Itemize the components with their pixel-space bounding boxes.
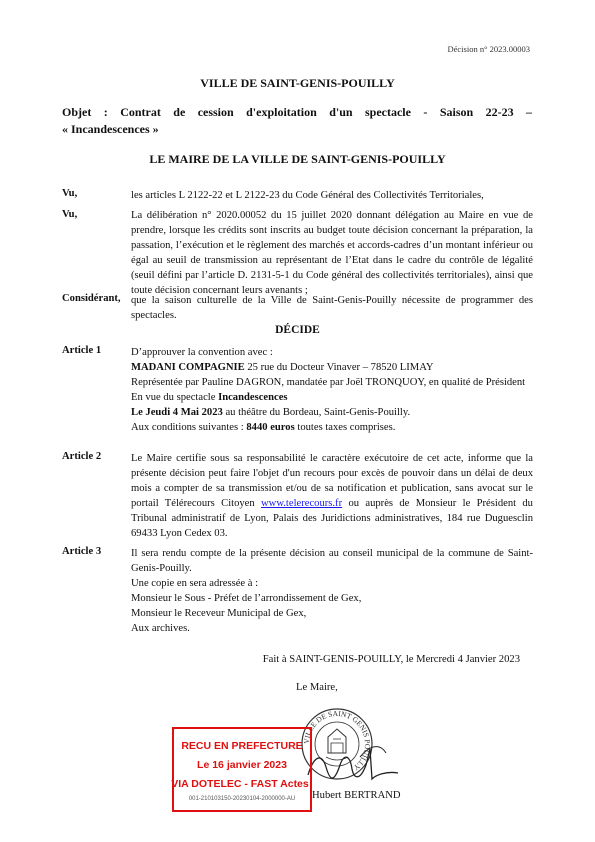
recipient-item: Monsieur le Receveur Municipal de Gex, — [131, 608, 307, 619]
city-title: VILLE DE SAINT-GENIS-POUILLY — [200, 76, 395, 90]
article2-text-after: ou auprès de Monsieur le Président du Tribunal administratif de Lyon, Palais des Juridictions administratives, 184 rue Duguesclin 69433 Lyon Cedex 03. — [131, 498, 533, 539]
seal-text: VILLE DE SAINT GENIS POUILLY — [301, 708, 373, 773]
objet-label: Objet : — [62, 105, 108, 119]
decision-reference: Décision n° 2023.00003 — [447, 44, 530, 54]
vu2-label: Vu, — [62, 209, 78, 220]
considerant-text: que la saison culturelle de la Ville de Saint-Genis-Pouilly nécessite de programmer des spectacles. — [131, 295, 533, 321]
stamp-line-via: VIA DOTELEC - FAST Actes — [171, 778, 309, 790]
article1-company — [131, 360, 533, 375]
article1-body — [131, 345, 533, 435]
article1-representative: Représentée par Pauline DAGRON, mandatée par Joël TRONQUOY, en qualité de Président — [131, 377, 526, 388]
show-name: Incandescences — [218, 392, 288, 403]
article2-text — [131, 451, 533, 541]
article3-label: Article 3 — [62, 546, 102, 557]
company-name: MADANI COMPAGNIE — [131, 362, 245, 373]
article3-copy: Une copie en sera adressée à : — [131, 578, 259, 589]
decide-heading: DÉCIDE — [275, 324, 320, 336]
article1-conditions — [131, 420, 533, 435]
recipient-item: Aux archives. — [131, 623, 190, 634]
conditions-amount: 8440 euros — [246, 422, 295, 433]
telerecours-link[interactable]: www.telerecours.fr — [261, 498, 343, 509]
conditions-suffix: toutes taxes comprises. — [294, 422, 396, 433]
article1-label: Article 1 — [62, 345, 102, 356]
conditions-prefix: Aux conditions suivantes : — [131, 422, 247, 433]
article2-label: Article 2 — [62, 451, 102, 462]
mayor-name: Hubert BERTRAND — [312, 790, 401, 801]
vu1-text: les articles L 2122-22 et L 2122-23 du Code Général des Collectivités Territoriales, — [131, 190, 484, 201]
considerant-label: Considérant, — [62, 293, 121, 304]
show-venue: au théâtre du Bordeau, Saint-Genis-Pouilly. — [222, 407, 411, 418]
recipient-item: Monsieur le Sous - Préfet de l’arrondissement de Gex, — [131, 593, 362, 604]
article1-show — [131, 390, 533, 405]
prefecture-stamp — [172, 727, 312, 812]
mayor-role: Le Maire, — [296, 682, 338, 693]
show-prefix: En vue du spectacle — [131, 392, 219, 403]
stamp-line-ref: 001-210103150-20230104-2000000-AU — [188, 796, 296, 802]
objet-line1: Contrat de cession d'exploitation d'un spectacle - Saison 22-23 – — [120, 105, 533, 119]
article1-intro: D’approuver la convention avec : — [131, 347, 273, 358]
objet-line2: « Incandescences » — [62, 122, 159, 136]
article2-text-before: Le Maire certifie sous sa responsabilité le caractère exécutoire de cet acte, informe que la présente décision peut faire l'objet d'un recours pour excès de pouvoir dans un délai de deux mois a compter de sa transmission et/ou de sa notification et publication, sans avocat sur le portail Télérecours Citoyen — [131, 453, 533, 509]
article1-date — [131, 405, 533, 420]
signature-icon — [300, 735, 420, 795]
done-at: Fait à SAINT-GENIS-POUILLY, le Mercredi 4 Janvier 2023 — [262, 654, 520, 665]
mayor-heading: LE MAIRE DE LA VILLE DE SAINT-GENIS-POUILLY — [149, 152, 446, 166]
stamp-line-received: RECU EN PREFECTURE — [181, 740, 303, 752]
stamp-line-date: Le 16 janvier 2023 — [197, 759, 287, 771]
company-address: 25 rue du Docteur Vinaver – 78520 LIMAY — [244, 362, 434, 373]
article3-body — [131, 546, 533, 636]
vu1-label: Vu, — [62, 188, 78, 199]
article3-text: Il sera rendu compte de la présente décision au conseil municipal de la commune de Saint-Genis-Pouilly. — [131, 548, 533, 574]
objet-block — [62, 104, 532, 138]
show-date: Le Jeudi 4 Mai 2023 — [131, 407, 223, 418]
vu2-text: La délibération n° 2020.00052 du 15 juillet 2020 donnant délégation au Maire en vue de prendre, lorsque les crédits sont inscrits au budget toute décision concernant la préparation, la passation, l’exécution et le règlement des marchés et accords-cadres d’un montant inférieur ou égal au seuil de transmission au représentant de l’Etat dans le cadre du contrôle de légalité (seuil défini par l’article D. 2131-5-1 du Code général des collectivités territoriales), ainsi que toute décision concernant leurs avenants ; — [131, 210, 533, 296]
